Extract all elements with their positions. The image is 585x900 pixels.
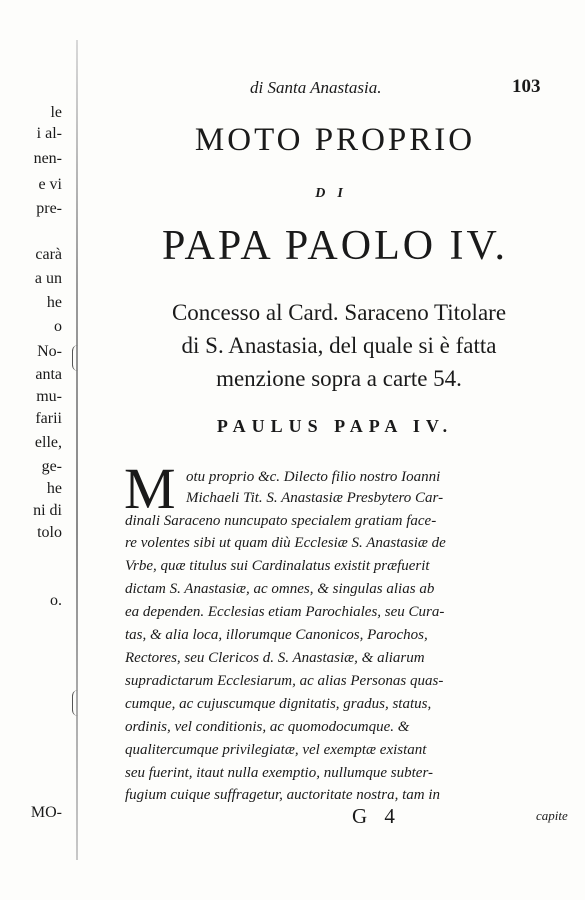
- fragment-line: MO-: [30, 804, 62, 821]
- body-line: seu fuerint, itaut nulla exemptio, nullumque subter-: [125, 765, 433, 781]
- facing-page-fragment: [0, 0, 70, 900]
- title-papa: PAPA PAOLO IV.: [162, 223, 508, 269]
- fragment-line: tolo: [37, 524, 62, 541]
- subtitle: [104, 296, 574, 395]
- body-line: fugium cuique suffragetur, auctoritate nostra, tam in: [125, 787, 440, 803]
- fragment-line: le: [50, 104, 62, 121]
- binding-mark: [72, 690, 83, 716]
- fragment-line: pre-: [36, 200, 62, 217]
- title-di: DI: [315, 186, 355, 201]
- title-moto-proprio: MOTO PROPRIO: [194, 122, 476, 158]
- fragment-line: i al-: [36, 125, 62, 142]
- catchword: capite: [536, 808, 568, 823]
- fragment-line: anta: [35, 366, 62, 383]
- body-line: ea dependen. Ecclesias etiam Parochiales, seu Cura-: [125, 604, 445, 620]
- fragment-line: o.: [50, 592, 62, 609]
- body-line: otu proprio &c. Dilecto filio nostro Ioanni: [186, 469, 441, 485]
- fragment-line: he: [46, 480, 62, 497]
- subtitle-line: menzione sopra a carte 54.: [216, 366, 462, 391]
- fragment-line: nen-: [33, 150, 62, 167]
- fragment-line: e vi: [38, 176, 62, 193]
- drop-capital: M: [124, 456, 176, 521]
- fragment-line: carà: [35, 246, 62, 263]
- page-number: 103: [512, 76, 541, 97]
- section-heading: PAULUS PAPA IV.: [216, 416, 454, 436]
- body-line: tas, & alia loca, illorumque Canonicos, Parochos,: [125, 627, 428, 643]
- body-line: supradictarum Ecclesiarum, ac alias Personas quas-: [125, 673, 444, 689]
- subtitle-line: di S. Anastasia, del quale si è fatta: [181, 333, 497, 358]
- body-line: Michaeli Tit. S. Anastasiæ Presbytero Car-: [186, 490, 444, 506]
- page-gutter: [76, 40, 78, 860]
- signature-mark: G 4: [352, 804, 401, 828]
- fragment-line: No-: [37, 343, 62, 360]
- fragment-line: mu-: [36, 388, 62, 405]
- fragment-line: he: [46, 294, 62, 311]
- fragment-line: farii: [35, 410, 62, 427]
- body-line: Vrbe, quæ titulus sui Cardinalatus existit præfuerit: [125, 558, 430, 574]
- body-line: ordinis, vel conditionis, ac quomodocumque. &: [125, 719, 410, 735]
- fragment-line: ni di: [33, 502, 62, 519]
- fragment-line: a un: [34, 270, 62, 287]
- body-line: dinali Saraceno nuncupato specialem gratiam face-: [125, 513, 437, 529]
- fragment-line: ge-: [41, 458, 62, 475]
- body-line: cumque, ac cujuscumque dignitatis, gradus, status,: [125, 696, 432, 712]
- fragment-line: elle,: [34, 434, 62, 451]
- body-line: Rectores, seu Clericos d. S. Anastasiæ, & aliarum: [125, 650, 425, 666]
- fragment-line: o: [54, 318, 62, 335]
- subtitle-line: Concesso al Card. Saraceno Titolare: [171, 300, 507, 325]
- binding-mark: [72, 345, 83, 371]
- running-head: di Santa Anastasia.: [250, 78, 382, 97]
- body-line: dictam S. Anastasiæ, ac omnes, & singulas alias ab: [125, 581, 435, 597]
- body-line: qualitercumque privilegiatæ, vel exemptæ existant: [125, 742, 427, 758]
- body-line: re volentes sibi ut quam diù Ecclesiæ S. Anastasiæ de: [125, 535, 446, 551]
